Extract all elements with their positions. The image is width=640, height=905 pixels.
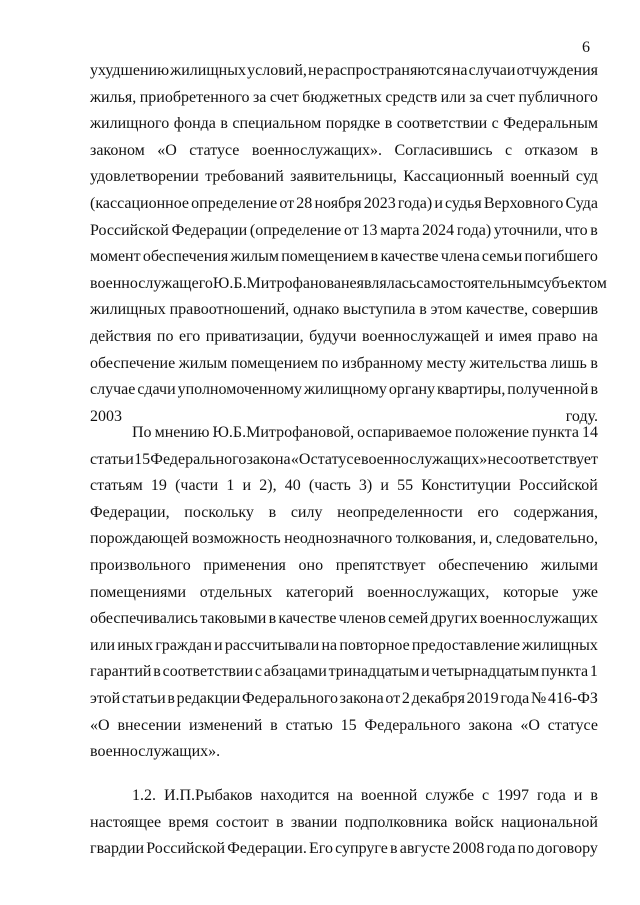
word: требований [205, 168, 284, 186]
word: содержания, [513, 503, 598, 521]
word: рассчитывали [224, 636, 320, 654]
word: Федерации. [227, 840, 307, 858]
word: других [430, 610, 478, 628]
word: Федерального [150, 450, 247, 468]
word: в [167, 689, 175, 707]
word: военнослужащей [361, 327, 480, 345]
word: категорий [285, 583, 354, 601]
word: жилищного [90, 115, 170, 133]
word: удовлетворении [90, 168, 199, 186]
word: находится [260, 787, 330, 804]
word: Федеральным [503, 115, 598, 133]
word: в [153, 663, 161, 681]
word: статьям [90, 477, 143, 495]
word: судья [445, 194, 482, 212]
word: возможность [191, 530, 281, 548]
word: месту [426, 354, 466, 372]
word: по [517, 840, 535, 858]
word: военной [360, 787, 418, 804]
word: 2019 [466, 689, 499, 707]
word: гарантий [90, 663, 152, 681]
word: законом [90, 141, 145, 159]
word: жилым [230, 248, 279, 266]
word: лишь [550, 354, 587, 372]
word: граждан [155, 636, 212, 654]
word: соответствии [396, 115, 488, 133]
word: 13 [361, 221, 378, 239]
text-line [90, 191, 598, 218]
word: произвольного [90, 556, 191, 574]
word: марта [380, 221, 420, 239]
word: органу [388, 381, 436, 399]
word: счет [269, 88, 299, 106]
word: ухудшению [90, 62, 170, 79]
word: определение [191, 194, 278, 212]
word: или [90, 636, 116, 654]
word: «О [157, 141, 177, 159]
word: помещением [230, 354, 319, 372]
text-line [90, 526, 598, 553]
word: изменений [189, 716, 263, 734]
text-line [90, 686, 598, 713]
word: в [276, 813, 284, 831]
word: члена [440, 248, 480, 266]
word: настоящее [90, 813, 162, 831]
paragraph-1 [90, 58, 607, 430]
word: Конституции [421, 477, 511, 495]
word: четырнадцатым [431, 663, 540, 681]
word: соответствии [162, 663, 254, 681]
word: «О [290, 450, 311, 468]
text-line [90, 377, 598, 404]
paragraph-2 [90, 420, 598, 766]
word: семей [388, 610, 429, 628]
text-line [90, 580, 598, 607]
word: ноября [314, 194, 362, 212]
word: на [337, 787, 353, 804]
word: (определение [249, 221, 342, 239]
word: Кассационный [403, 168, 504, 186]
word: статьи [121, 689, 166, 707]
word: гвардии [90, 840, 145, 858]
word: совершив [531, 301, 598, 319]
word: отказом [524, 141, 578, 159]
word: не [487, 450, 504, 468]
text-line [90, 473, 598, 500]
word: предоставление [411, 636, 520, 654]
word: супруге [335, 840, 388, 858]
word: суд [575, 168, 598, 186]
word: 3) [358, 477, 373, 495]
word: уполномоченному [177, 381, 302, 399]
text-line [90, 58, 598, 85]
word: 55 [397, 477, 414, 495]
text-line [90, 810, 598, 837]
word: пункта [531, 424, 579, 441]
word: толкования, [395, 530, 477, 548]
word: Ю.Б.Митрофанова [212, 274, 341, 292]
word: декабря [411, 689, 465, 707]
word: заявительницы, [290, 168, 397, 186]
text-line: военнослужащих». [90, 743, 221, 761]
word: качестве, [465, 301, 529, 319]
word: Его [309, 840, 333, 858]
word: в [220, 115, 228, 133]
word: публичного [518, 88, 598, 106]
word: от [385, 689, 401, 707]
word: По [132, 424, 152, 441]
word: 1 [226, 477, 235, 495]
word: по [321, 354, 339, 372]
word: правоотношений, [169, 301, 290, 319]
word: в [389, 840, 398, 858]
text-line: 2003 году. [90, 407, 598, 425]
word: качестве [278, 610, 337, 628]
text-line [90, 783, 598, 810]
word: военнослужащих [479, 610, 598, 628]
word: выступила [343, 301, 416, 319]
word: в [268, 610, 277, 628]
word: силу [290, 503, 323, 521]
word: 15 [340, 716, 357, 734]
word: 1.2. [132, 787, 156, 804]
word: закона [468, 716, 513, 734]
word: Суда [565, 194, 598, 212]
page-number: 6 [582, 39, 590, 56]
word: оспариваемое [357, 424, 452, 441]
word: обеспечивались [90, 610, 198, 628]
word: таковыми [200, 610, 267, 628]
word: членов [338, 610, 386, 628]
word: помещениями [90, 583, 187, 601]
text-line [90, 420, 598, 447]
text-line [90, 713, 598, 740]
word: и [214, 636, 223, 654]
word: неоднозначного [284, 530, 393, 548]
word: «О [90, 716, 110, 734]
word: войск [454, 813, 494, 831]
text-line [90, 271, 607, 298]
word: счет [486, 88, 516, 106]
text-line [90, 553, 598, 580]
word: Ю.Б.Митрофановой, [212, 424, 355, 441]
text-line [90, 500, 598, 527]
word: года) [397, 194, 433, 212]
word: самостоятельным [416, 274, 537, 292]
word: распространяются [324, 62, 451, 79]
word: военный [510, 168, 570, 186]
word: соответствует [503, 450, 598, 468]
word: избранному [341, 354, 423, 372]
word: иных [117, 636, 154, 654]
text-line [90, 836, 598, 863]
word: в [384, 115, 393, 133]
text-line [90, 111, 598, 138]
text-line [90, 297, 598, 324]
word: подполковника [344, 813, 448, 831]
word: или [440, 88, 466, 106]
text-line [90, 447, 598, 474]
word: бюджетных [302, 88, 382, 106]
word: отдельных [199, 583, 273, 601]
word: действия [90, 327, 152, 345]
word: 2 [401, 689, 410, 707]
word: будучи [309, 327, 357, 345]
word: И.П.Рыбаков [163, 787, 253, 804]
word: 2008 [452, 840, 485, 858]
word: договору [536, 840, 598, 858]
word: обеспечения [142, 248, 229, 266]
text-line [90, 218, 598, 245]
paragraph-3 [90, 783, 598, 863]
word: поскольку [184, 503, 254, 521]
word: жилищных [522, 636, 598, 654]
word: средств [385, 88, 438, 106]
word: специальном [232, 115, 322, 133]
word: года [536, 787, 566, 804]
word: фонда [173, 115, 216, 133]
word: года [500, 689, 530, 707]
word: пункта [541, 663, 589, 681]
word: погибшего [524, 248, 598, 266]
text-line [90, 164, 598, 191]
word: семьи [481, 248, 523, 266]
word: Российской [90, 221, 169, 239]
word: 19 [150, 477, 167, 495]
word: субъектом [536, 274, 607, 292]
word: по [156, 327, 174, 345]
word: оно [298, 556, 324, 574]
word: с [491, 115, 499, 133]
word: являлась [356, 274, 417, 292]
word: № [530, 689, 547, 707]
word: Верховного [483, 194, 564, 212]
word: 40 [284, 477, 301, 495]
word: от [343, 221, 359, 239]
word: полученной [507, 381, 589, 399]
word: редакции [176, 689, 241, 707]
word: 1 [589, 663, 598, 681]
word: в [590, 141, 598, 159]
word: 15 [134, 450, 151, 468]
word: 1997 [497, 787, 529, 804]
word: 2024 [422, 221, 455, 239]
word: в [370, 248, 379, 266]
word: с [254, 663, 262, 681]
word: сдачи [137, 381, 176, 399]
word: статусе [547, 716, 598, 734]
word: с [481, 787, 490, 804]
word: Федерального [364, 716, 461, 734]
word: жилья, [90, 88, 137, 106]
word: обеспечению [438, 556, 529, 574]
word: повторное [339, 636, 410, 654]
word: статусе [189, 141, 240, 159]
word: имея [498, 327, 533, 345]
word: положение [454, 424, 529, 441]
word: в [270, 716, 278, 734]
word: отчуждения [516, 62, 598, 79]
word: военнослужащих» [361, 450, 488, 468]
word: августе [399, 840, 451, 858]
word: на [582, 327, 598, 345]
word: военнослужащих, [367, 583, 490, 601]
word: Согласившись [394, 141, 493, 159]
word: жилищных [90, 301, 166, 319]
word: в [590, 221, 598, 239]
word: (кассационное [90, 194, 190, 212]
word: жилым [178, 354, 228, 372]
word: обеспечение [90, 354, 176, 372]
word: этой [90, 689, 121, 707]
word: в [419, 301, 427, 319]
word: помещением [281, 248, 369, 266]
word: не [308, 62, 324, 79]
word: время [168, 813, 209, 831]
word: Федерации [171, 221, 248, 239]
word: года [486, 840, 516, 858]
word: (часть [308, 477, 351, 495]
word: жилищному [303, 381, 387, 399]
word: статусе [310, 450, 361, 468]
word: закона [339, 689, 384, 707]
word: и, [479, 530, 493, 548]
word: порождающей [90, 530, 189, 548]
word: за [252, 88, 267, 106]
word: на [321, 636, 338, 654]
text-line [90, 324, 598, 351]
word: условий, [247, 62, 307, 79]
word: тринадцатым [328, 663, 420, 681]
word: препятствует [335, 556, 426, 574]
word: 2), [259, 477, 277, 495]
word: и [380, 477, 389, 495]
word: которые [503, 583, 559, 601]
word: в [590, 354, 598, 372]
word: этом [430, 301, 463, 319]
text-line [90, 85, 598, 112]
word: (части [175, 477, 219, 495]
word: его [477, 503, 499, 521]
word: внесении [117, 716, 182, 734]
text-line [90, 244, 598, 271]
word: абзацами [263, 663, 327, 681]
word: и [421, 663, 430, 681]
word: статьи [90, 450, 134, 468]
word: порядке [325, 115, 381, 133]
text-line [90, 606, 598, 633]
word: и [242, 477, 252, 495]
word: уже [572, 583, 598, 601]
word: в [590, 787, 598, 804]
word: право [537, 327, 577, 345]
word: статью [285, 716, 333, 734]
word: 416-ФЗ [547, 689, 598, 707]
word: уточнили, [493, 221, 562, 239]
word: однако [292, 301, 340, 319]
word: в [268, 503, 277, 521]
word: Федерации, [90, 503, 170, 521]
text-line [90, 633, 598, 660]
word: «О [520, 716, 540, 734]
word: 28 [296, 194, 313, 212]
word: национальной [500, 813, 598, 831]
word: не [340, 274, 357, 292]
word: мнению [154, 424, 210, 441]
word: качестве [380, 248, 439, 266]
word: и [434, 194, 443, 212]
word: от [279, 194, 295, 212]
word: 2023 [363, 194, 396, 212]
word: и [573, 787, 583, 804]
word: 14 [581, 424, 598, 441]
word: на [451, 62, 468, 79]
word: приобретенного [139, 88, 250, 106]
word: квартиры, [437, 381, 506, 399]
word: военнослужащего [90, 274, 213, 292]
word: за [469, 88, 483, 106]
word: военнослужащих». [251, 141, 383, 159]
word: звании [290, 813, 338, 831]
word: закона [246, 450, 291, 468]
word: жительства [469, 354, 548, 372]
word: года) [456, 221, 492, 239]
word: службе [425, 787, 475, 804]
word: Российской [518, 477, 598, 495]
word: и [484, 327, 494, 345]
text-line [90, 659, 598, 686]
word: Российской [146, 840, 226, 858]
word: случаи [468, 62, 516, 79]
word: следовательно, [495, 530, 598, 548]
word: его [179, 327, 201, 345]
word: что [564, 221, 588, 239]
text-line [90, 351, 598, 378]
word: в [590, 381, 598, 399]
word: жилыми [540, 556, 598, 574]
word: с [504, 141, 513, 159]
word: неопределенности [337, 503, 463, 521]
word: состоит [215, 813, 269, 831]
word: случае [90, 381, 136, 399]
word: применения [203, 556, 286, 574]
text-line [90, 138, 598, 165]
word: приватизации, [205, 327, 304, 345]
word: жилищных [170, 62, 246, 79]
word: Федерального [241, 689, 338, 707]
word: момент [90, 248, 141, 266]
